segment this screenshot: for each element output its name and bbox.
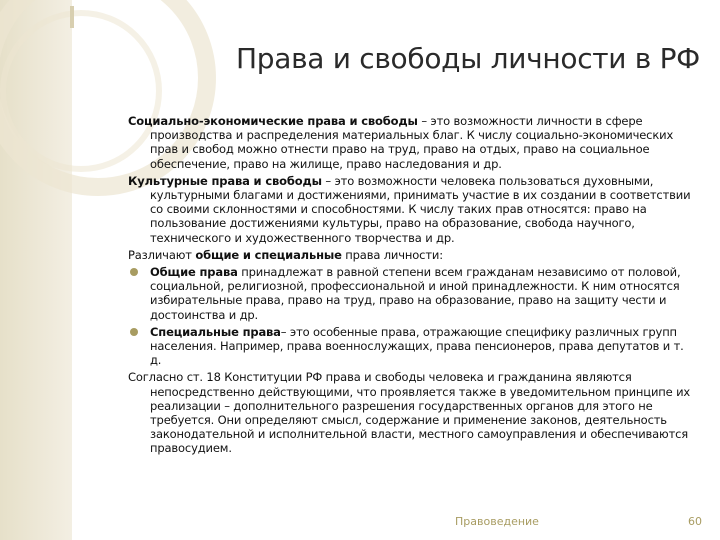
bullet-dot-icon <box>130 328 138 336</box>
paragraph-cultural <box>128 174 698 245</box>
distinction-suffix: права личности: <box>341 247 443 262</box>
slide-title: Права и свободы личности в РФ <box>235 42 700 75</box>
page-number: 60 <box>688 515 702 528</box>
decorative-top-bar <box>70 6 74 28</box>
definition-socio-economic: – это возможности личности в сфере производства и распределения материальных благ. К числу социально-экономических прав и свобод можно отнести право на труд, право на отдых, право на социальное обеспечение, право на жилище, право наследования и др. <box>150 114 674 171</box>
bullet-dot-icon <box>130 268 138 276</box>
definition-special-rights: – это особенные права, отражающие специфику различных групп населения. Например, права военнослужащих, права пенсионеров, права депутатов и т. д. <box>150 324 684 368</box>
bullet-general-rights <box>128 265 698 322</box>
bullet-special-rights <box>128 325 698 368</box>
distinction-prefix: Различают <box>128 247 196 262</box>
term-special-rights: Специальные права <box>150 324 281 339</box>
slide-content <box>128 114 698 459</box>
paragraph-constitution: Согласно ст. 18 Конституции РФ права и свободы человека и гражданина являются непосредственно действующими, что проявляется также в уведомительном принципе их реализации – дополнительного разрешения государственных органов для этого не требуется. Они определяют смысл, содержание и применение законов, деятельность законодательной и исполнительной власти, местного самоуправления и обеспечиваются правосудием. <box>128 370 691 456</box>
term-socio-economic: Социально-экономические права и свободы <box>128 114 418 128</box>
definition-cultural: – это возможности человека пользоваться духовными, культурными благами и достижениями, принимать участие в их создании в соответствии со своими склонностями и способностями. К числу таких прав относятся: право на пользование достижениями культуры, право на образование, свобода научного, технического и художественного творчества и др. <box>150 173 691 245</box>
paragraph-socio-economic <box>128 114 698 171</box>
term-cultural: Культурные права и свободы <box>128 173 322 188</box>
definition-general-rights: принадлежат в равной степени всем гражданам независимо от половой, социальной, религиозной, профессиональной и иной принадлежности. К ним относятся избирательные права, право на труд, право на образование, право на защиту чести и достоинства и др. <box>150 265 681 322</box>
distinction-term: общие и специальные <box>195 247 342 262</box>
term-general-rights: Общие права <box>150 265 238 280</box>
paragraph-distinction <box>128 248 698 262</box>
footer-label: Правоведение <box>455 515 539 528</box>
